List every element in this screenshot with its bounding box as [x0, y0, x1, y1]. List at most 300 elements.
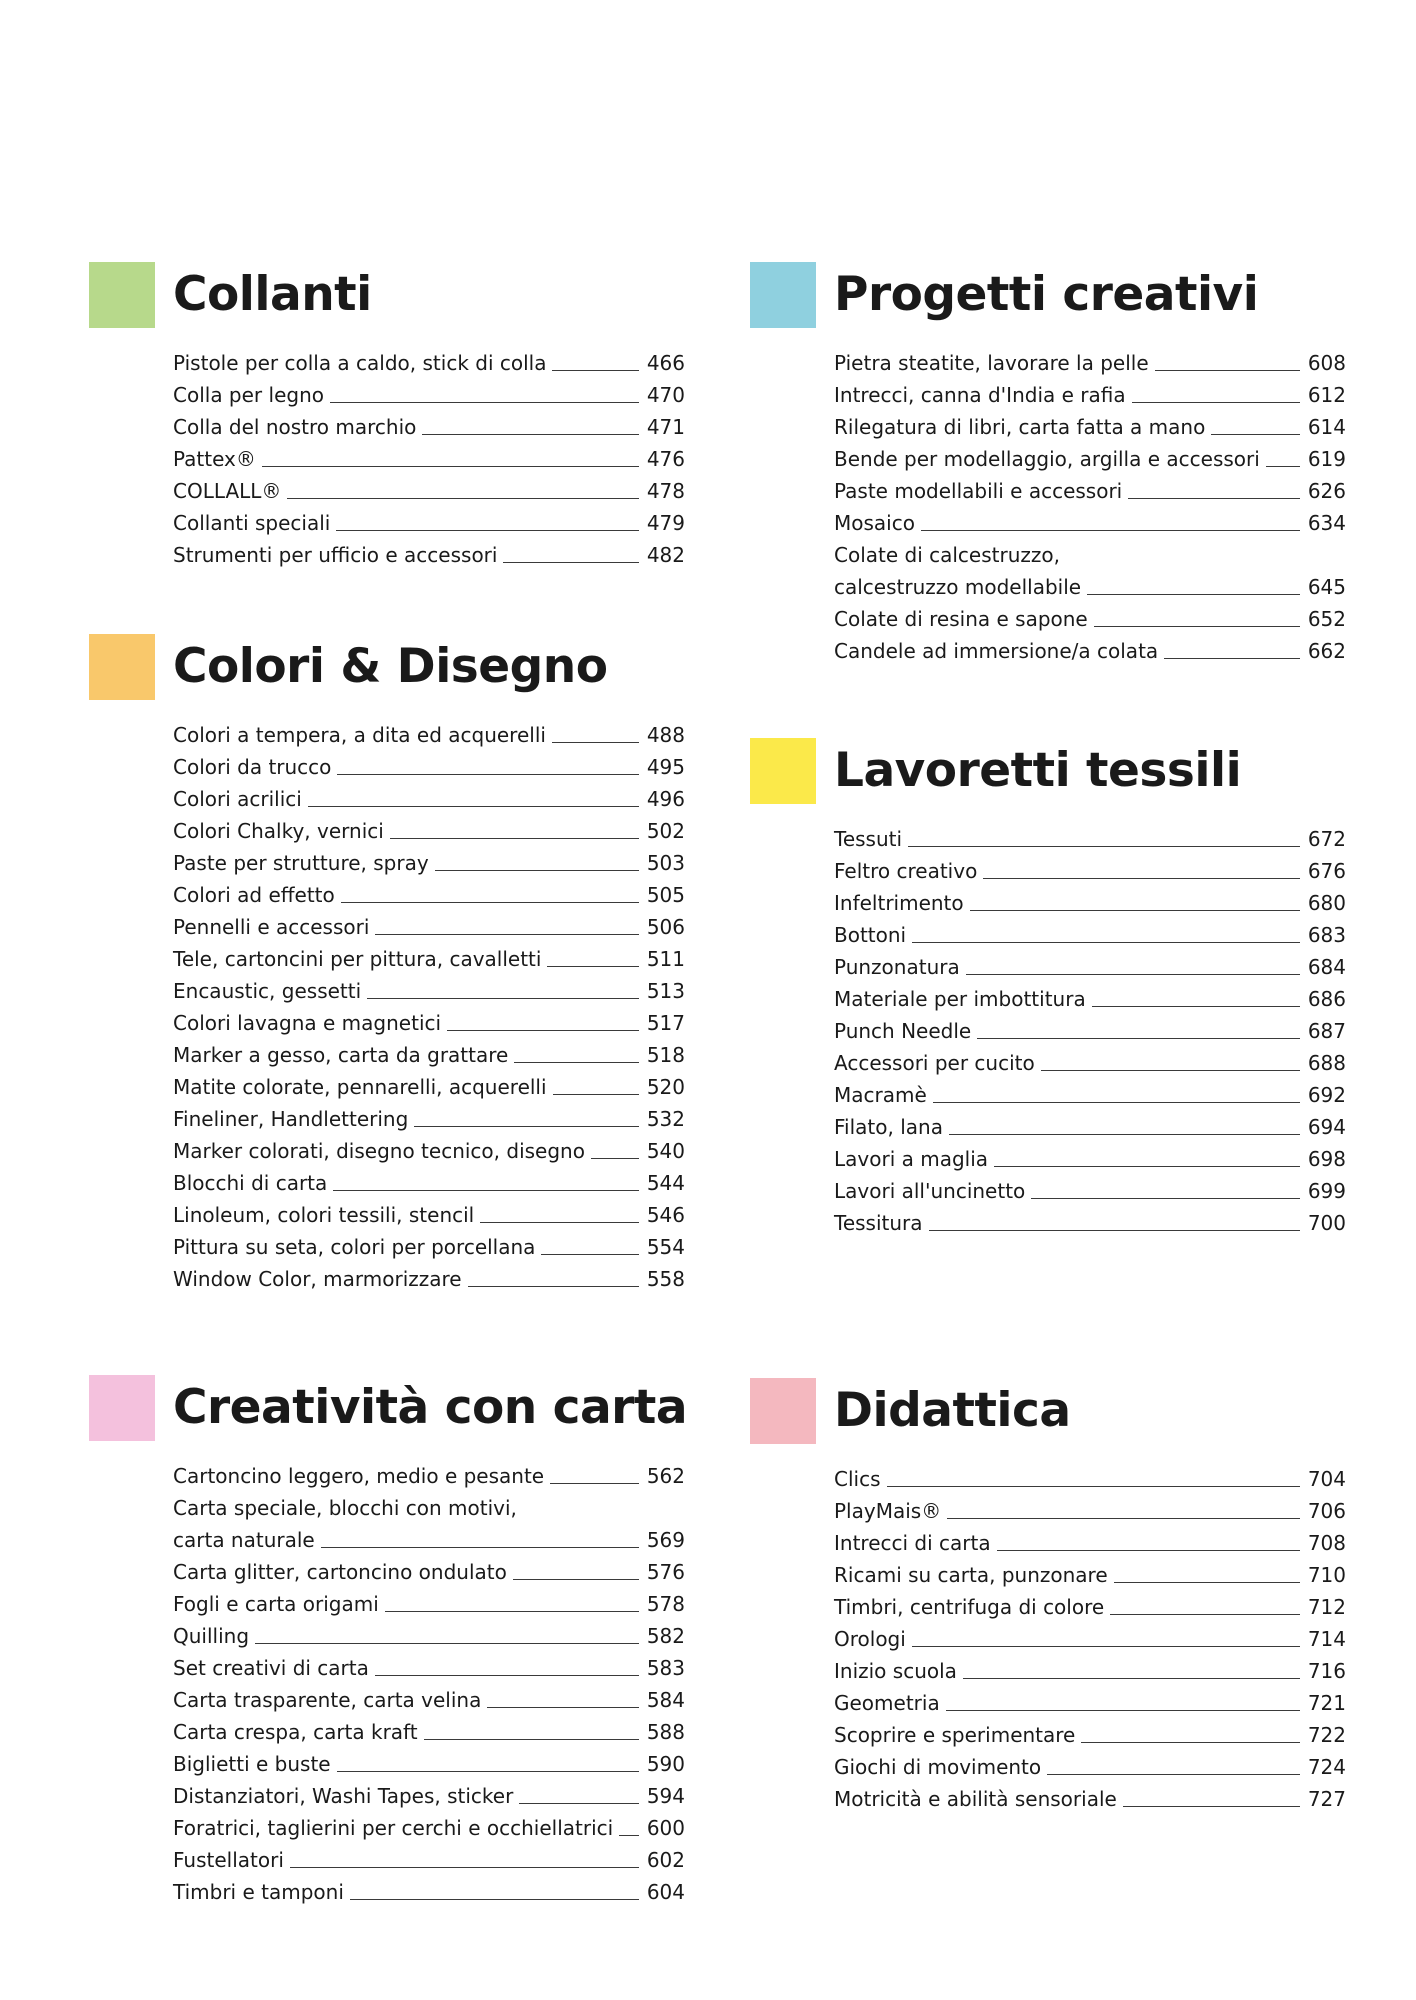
entry-label: Lavori a maglia — [834, 1147, 989, 1171]
dotted-leader — [287, 498, 639, 499]
page-number: 584 — [646, 1688, 685, 1712]
dotted-leader — [308, 806, 639, 807]
dotted-leader — [921, 530, 1300, 531]
toc-entry — [173, 1585, 685, 1617]
toc-entry — [173, 536, 685, 568]
section-creativita-carta — [89, 1375, 688, 1904]
entry-label: Carta glitter, cartoncino ondulato — [173, 1560, 507, 1584]
page-number: 724 — [1307, 1755, 1346, 1779]
entry-label: Punzonatura — [834, 955, 960, 979]
page-number: 614 — [1307, 415, 1346, 439]
toc-entry — [173, 972, 685, 1004]
toc-entry — [173, 1873, 685, 1905]
entry-label: Scoprire e sperimentare — [834, 1723, 1076, 1747]
page-number: 714 — [1307, 1627, 1346, 1651]
dotted-leader — [336, 530, 639, 531]
section-title: Colori & Disegno — [173, 639, 608, 694]
dotted-leader — [983, 878, 1300, 879]
dotted-leader — [1092, 1006, 1300, 1007]
entry-label: Marker a gesso, carta da grattare — [173, 1043, 509, 1067]
entry-list — [750, 820, 1346, 1236]
dotted-leader — [1128, 498, 1300, 499]
page-number: 562 — [646, 1464, 685, 1488]
toc-entry — [173, 344, 685, 376]
entry-label: Rilegatura di libri, carta fatta a mano — [834, 415, 1206, 439]
dotted-leader — [1155, 370, 1300, 371]
toc-entry — [173, 1100, 685, 1132]
dotted-leader — [949, 1134, 1300, 1135]
page-number: 652 — [1307, 607, 1346, 631]
toc-entry — [173, 1521, 685, 1553]
page-number: 496 — [646, 787, 685, 811]
page-number: 704 — [1307, 1467, 1346, 1491]
entry-label: Window Color, marmorizzare — [173, 1267, 462, 1291]
toc-entry — [834, 536, 1346, 568]
page-number: 482 — [646, 543, 685, 567]
page-number: 680 — [1307, 891, 1346, 915]
toc-entry — [834, 1012, 1346, 1044]
toc-entry — [834, 1524, 1346, 1556]
page-number: 518 — [646, 1043, 685, 1067]
dotted-leader — [375, 1675, 639, 1676]
toc-entry — [173, 1713, 685, 1745]
toc-entry — [834, 1204, 1346, 1236]
toc-entry — [834, 820, 1346, 852]
entry-label: Quilling — [173, 1624, 250, 1648]
entry-label: Pittura su seta, colori per porcellana — [173, 1235, 536, 1259]
page-number: 684 — [1307, 955, 1346, 979]
dotted-leader — [414, 1126, 639, 1127]
page-number: 708 — [1307, 1531, 1346, 1555]
dotted-leader — [519, 1803, 639, 1804]
page-number: 687 — [1307, 1019, 1346, 1043]
section-title: Creatività con carta — [173, 1380, 688, 1435]
dotted-leader — [912, 942, 1300, 943]
entry-label: Timbri e tamponi — [173, 1880, 344, 1904]
entry-label: Pattex® — [173, 447, 256, 471]
entry-label: Pennelli e accessori — [173, 915, 370, 939]
page-number: 712 — [1307, 1595, 1346, 1619]
toc-entry — [834, 632, 1346, 664]
toc-entry — [173, 940, 685, 972]
toc-entry — [834, 600, 1346, 632]
page-number: 721 — [1307, 1691, 1346, 1715]
entry-label: Giochi di movimento — [834, 1755, 1042, 1779]
toc-entry — [173, 1649, 685, 1681]
dotted-leader — [330, 402, 639, 403]
entry-label: Candele ad immersione/a colata — [834, 639, 1159, 663]
page-number: 706 — [1307, 1499, 1346, 1523]
dotted-leader — [1081, 1742, 1300, 1743]
toc-entry — [173, 716, 685, 748]
page-number: 716 — [1307, 1659, 1346, 1683]
dotted-leader — [514, 1062, 639, 1063]
entry-label: Motricità e abilità sensoriale — [834, 1787, 1117, 1811]
entry-label: Clics — [834, 1467, 881, 1491]
page-number: 532 — [646, 1107, 685, 1131]
toc-entry — [834, 884, 1346, 916]
page-number: 612 — [1307, 383, 1346, 407]
section-title: Collanti — [173, 267, 372, 322]
entry-label: Paste modellabili e accessori — [834, 479, 1123, 503]
toc-entry — [173, 1489, 685, 1521]
dotted-leader — [912, 1646, 1300, 1647]
toc-entry — [173, 440, 685, 472]
dotted-leader — [619, 1835, 639, 1836]
entry-label: Marker colorati, disegno tecnico, disegno — [173, 1139, 585, 1163]
dotted-leader — [1132, 402, 1300, 403]
entry-label: Matite colorate, pennarelli, acquerelli — [173, 1075, 547, 1099]
entry-list — [89, 716, 685, 1292]
dotted-leader — [367, 998, 639, 999]
toc-entry — [834, 568, 1346, 600]
entry-label: Colla del nostro marchio — [173, 415, 417, 439]
entry-label: Tele, cartoncini per pittura, cavalletti — [173, 947, 542, 971]
entry-list — [89, 1457, 685, 1905]
entry-label: Pistole per colla a caldo, stick di colla — [173, 351, 547, 375]
toc-entry — [173, 1004, 685, 1036]
dotted-leader — [1164, 658, 1300, 659]
toc-entry — [173, 1841, 685, 1873]
page-number: 583 — [646, 1656, 685, 1680]
toc-entry — [173, 504, 685, 536]
section-lavoretti-tessili — [750, 738, 1346, 1235]
dotted-leader — [503, 562, 639, 563]
color-swatch — [750, 738, 816, 804]
entry-label: COLLALL® — [173, 479, 282, 503]
page-number: 672 — [1307, 827, 1346, 851]
entry-list — [750, 1460, 1346, 1812]
entry-label: Intrecci di carta — [834, 1531, 991, 1555]
page-number: 470 — [646, 383, 685, 407]
dotted-leader — [977, 1038, 1300, 1039]
toc-entry — [834, 1780, 1346, 1812]
toc-entry — [173, 1036, 685, 1068]
dotted-leader — [1094, 626, 1300, 627]
dotted-leader — [994, 1166, 1300, 1167]
entry-label: Collanti speciali — [173, 511, 331, 535]
entry-label: Strumenti per ufficio e accessori — [173, 543, 498, 567]
entry-label: Accessori per cucito — [834, 1051, 1035, 1075]
section-collanti — [89, 262, 685, 567]
entry-label: Carta speciale, blocchi con motivi, — [173, 1496, 517, 1520]
page-number: 476 — [646, 447, 685, 471]
page-number: 520 — [646, 1075, 685, 1099]
dotted-leader — [1047, 1774, 1300, 1775]
entry-label: Geometria — [834, 1691, 940, 1715]
dotted-leader — [321, 1547, 639, 1548]
toc-entry — [173, 1457, 685, 1489]
toc-entry — [834, 1172, 1346, 1204]
dotted-leader — [262, 466, 639, 467]
page-number: 503 — [646, 851, 685, 875]
dotted-leader — [552, 370, 639, 371]
dotted-leader — [1087, 594, 1300, 595]
toc-entry — [173, 1777, 685, 1809]
dotted-leader — [552, 742, 639, 743]
dotted-leader — [887, 1486, 1301, 1487]
entry-label: Colate di resina e sapone — [834, 607, 1088, 631]
page-number: 517 — [646, 1011, 685, 1035]
page-number: 540 — [646, 1139, 685, 1163]
toc-entry — [173, 876, 685, 908]
toc-entry — [834, 1460, 1346, 1492]
entry-label: Feltro creativo — [834, 859, 978, 883]
entry-list — [750, 344, 1346, 664]
page-number: 478 — [646, 479, 685, 503]
page-number: 554 — [646, 1235, 685, 1259]
entry-label: Mosaico — [834, 511, 915, 535]
entry-label: Macramè — [834, 1083, 927, 1107]
dotted-leader — [553, 1094, 639, 1095]
dotted-leader — [385, 1611, 639, 1612]
toc-entry — [173, 1553, 685, 1585]
entry-label: Foratrici, taglierini per cerchi e occhiellatrici — [173, 1816, 614, 1840]
page-number: 634 — [1307, 511, 1346, 535]
dotted-leader — [337, 1771, 639, 1772]
toc-entry — [834, 852, 1346, 884]
toc-entry — [173, 780, 685, 812]
dotted-leader — [946, 1710, 1300, 1711]
dotted-leader — [487, 1707, 639, 1708]
toc-entry — [173, 1617, 685, 1649]
toc-entry — [173, 1681, 685, 1713]
toc-entry — [834, 1684, 1346, 1716]
entry-label: Tessuti — [834, 827, 903, 851]
dotted-leader — [1211, 434, 1300, 435]
toc-entry — [834, 1620, 1346, 1652]
color-swatch — [89, 1375, 155, 1441]
dotted-leader — [1114, 1582, 1300, 1583]
toc-entry — [834, 1076, 1346, 1108]
dotted-leader — [290, 1867, 639, 1868]
toc-entry — [834, 440, 1346, 472]
page-number: 488 — [646, 723, 685, 747]
entry-label: Colori lavagna e magnetici — [173, 1011, 442, 1035]
entry-label: Cartoncino leggero, medio e pesante — [173, 1464, 545, 1488]
dotted-leader — [468, 1286, 639, 1287]
entry-label: carta naturale — [173, 1528, 315, 1552]
entry-label: Fogli e carta origami — [173, 1592, 379, 1616]
dotted-leader — [375, 934, 639, 935]
toc-entry — [173, 908, 685, 940]
page-number: 582 — [646, 1624, 685, 1648]
entry-label: Paste per strutture, spray — [173, 851, 429, 875]
toc-entry — [834, 1492, 1346, 1524]
page-number: 511 — [646, 947, 685, 971]
entry-label: Colori Chalky, vernici — [173, 819, 384, 843]
page-number: 594 — [646, 1784, 685, 1808]
toc-entry — [834, 504, 1346, 536]
page-number: 698 — [1307, 1147, 1346, 1171]
entry-label: Lavori all'uncinetto — [834, 1179, 1026, 1203]
dotted-leader — [1123, 1806, 1300, 1807]
entry-label: Infeltrimento — [834, 891, 964, 915]
entry-label: Materiale per imbottitura — [834, 987, 1086, 1011]
page-number: 471 — [646, 415, 685, 439]
page-number: 686 — [1307, 987, 1346, 1011]
dotted-leader — [341, 902, 639, 903]
toc-entry — [834, 1140, 1346, 1172]
entry-label: Filato, lana — [834, 1115, 943, 1139]
dotted-leader — [541, 1254, 639, 1255]
entry-label: Blocchi di carta — [173, 1171, 328, 1195]
entry-label: Biglietti e buste — [173, 1752, 331, 1776]
page-number: 466 — [646, 351, 685, 375]
dotted-leader — [424, 1739, 639, 1740]
dotted-leader — [333, 1190, 639, 1191]
dotted-leader — [550, 1483, 639, 1484]
color-swatch — [750, 1378, 816, 1444]
page-number: 544 — [646, 1171, 685, 1195]
toc-entry — [834, 1044, 1346, 1076]
page-number: 600 — [646, 1816, 685, 1840]
page-number: 662 — [1307, 639, 1346, 663]
toc-entry — [834, 1652, 1346, 1684]
dotted-leader — [390, 838, 639, 839]
dotted-leader — [1041, 1070, 1300, 1071]
entry-label: Orologi — [834, 1627, 906, 1651]
page-number: 569 — [646, 1528, 685, 1552]
dotted-leader — [547, 966, 639, 967]
dotted-leader — [513, 1579, 639, 1580]
toc-entry — [173, 1164, 685, 1196]
toc-entry — [834, 916, 1346, 948]
page-number: 608 — [1307, 351, 1346, 375]
page-number: 626 — [1307, 479, 1346, 503]
toc-entry — [834, 344, 1346, 376]
dotted-leader — [422, 434, 639, 435]
entry-label: Set creativi di carta — [173, 1656, 369, 1680]
color-swatch — [89, 262, 155, 328]
section-didattica — [750, 1378, 1346, 1811]
toc-entry — [834, 980, 1346, 1012]
page-number: 576 — [646, 1560, 685, 1584]
toc-entry — [173, 1068, 685, 1100]
entry-label: Fineliner, Handlettering — [173, 1107, 409, 1131]
entry-label: Ricami su carta, punzonare — [834, 1563, 1108, 1587]
toc-entry — [173, 812, 685, 844]
dotted-leader — [435, 870, 639, 871]
entry-label: Carta crespa, carta kraft — [173, 1720, 418, 1744]
toc-entry — [834, 948, 1346, 980]
page-number: 578 — [646, 1592, 685, 1616]
dotted-leader — [480, 1222, 639, 1223]
toc-entry — [173, 1228, 685, 1260]
toc-entry — [173, 1132, 685, 1164]
toc-entry — [173, 748, 685, 780]
toc-entry — [173, 472, 685, 504]
toc-entry — [173, 376, 685, 408]
page-number: 505 — [646, 883, 685, 907]
color-swatch — [89, 634, 155, 700]
section-title: Progetti creativi — [834, 267, 1259, 322]
page-number: 722 — [1307, 1723, 1346, 1747]
dotted-leader — [1031, 1198, 1300, 1199]
page-number: 676 — [1307, 859, 1346, 883]
page-number: 588 — [646, 1720, 685, 1744]
toc-entry — [834, 1556, 1346, 1588]
entry-label: Pietra steatite, lavorare la pelle — [834, 351, 1149, 375]
entry-label: Colate di calcestruzzo, — [834, 543, 1060, 567]
page-number: 727 — [1307, 1787, 1346, 1811]
entry-label: Colla per legno — [173, 383, 324, 407]
page-number: 513 — [646, 979, 685, 1003]
dotted-leader — [337, 774, 639, 775]
entry-label: Encaustic, gessetti — [173, 979, 362, 1003]
page-number: 604 — [646, 1880, 685, 1904]
toc-entry — [173, 408, 685, 440]
section-title: Didattica — [834, 1383, 1071, 1438]
page-number: 683 — [1307, 923, 1346, 947]
entry-label: Inizio scuola — [834, 1659, 957, 1683]
toc-entry — [173, 1196, 685, 1228]
page-number: 479 — [646, 511, 685, 535]
toc-entry — [834, 1716, 1346, 1748]
dotted-leader — [997, 1550, 1300, 1551]
dotted-leader — [933, 1102, 1300, 1103]
dotted-leader — [255, 1643, 639, 1644]
toc-entry — [834, 376, 1346, 408]
page-number: 495 — [646, 755, 685, 779]
dotted-leader — [947, 1518, 1300, 1519]
page-number: 602 — [646, 1848, 685, 1872]
toc-entry — [834, 408, 1346, 440]
entry-label: Intrecci, canna d'India e rafia — [834, 383, 1126, 407]
toc-entry — [173, 1809, 685, 1841]
dotted-leader — [447, 1030, 639, 1031]
entry-label: Distanziatori, Washi Tapes, sticker — [173, 1784, 514, 1808]
page-number: 590 — [646, 1752, 685, 1776]
dotted-leader — [966, 974, 1300, 975]
page-number: 558 — [646, 1267, 685, 1291]
toc-entry — [834, 1108, 1346, 1140]
section-colori-disegno — [89, 634, 685, 1291]
entry-label: Carta trasparente, carta velina — [173, 1688, 482, 1712]
toc-entry — [173, 1260, 685, 1292]
toc-entry — [173, 1745, 685, 1777]
entry-label: Bottoni — [834, 923, 907, 947]
page-number: 502 — [646, 819, 685, 843]
page-number: 688 — [1307, 1051, 1346, 1075]
page-number: 619 — [1307, 447, 1346, 471]
dotted-leader — [929, 1230, 1300, 1231]
section-title: Lavoretti tessili — [834, 743, 1242, 798]
toc-entry — [834, 1588, 1346, 1620]
dotted-leader — [970, 910, 1300, 911]
page-number: 694 — [1307, 1115, 1346, 1139]
page-number: 546 — [646, 1203, 685, 1227]
page-number: 692 — [1307, 1083, 1346, 1107]
toc-entry — [173, 844, 685, 876]
entry-label: Colori a tempera, a dita ed acquerelli — [173, 723, 546, 747]
dotted-leader — [908, 846, 1300, 847]
entry-label: Tessitura — [834, 1211, 923, 1235]
page-number: 710 — [1307, 1563, 1346, 1587]
entry-label: Bende per modellaggio, argilla e accessori — [834, 447, 1260, 471]
page-number: 699 — [1307, 1179, 1346, 1203]
entry-label: Timbri, centrifuga di colore — [834, 1595, 1105, 1619]
toc-entry — [834, 472, 1346, 504]
entry-label: Linoleum, colori tessili, stencil — [173, 1203, 475, 1227]
page-number: 700 — [1307, 1211, 1346, 1235]
dotted-leader — [963, 1678, 1300, 1679]
entry-label: Colori ad effetto — [173, 883, 335, 907]
dotted-leader — [591, 1158, 639, 1159]
dotted-leader — [350, 1899, 639, 1900]
section-progetti-creativi — [750, 262, 1346, 663]
dotted-leader — [1266, 466, 1300, 467]
